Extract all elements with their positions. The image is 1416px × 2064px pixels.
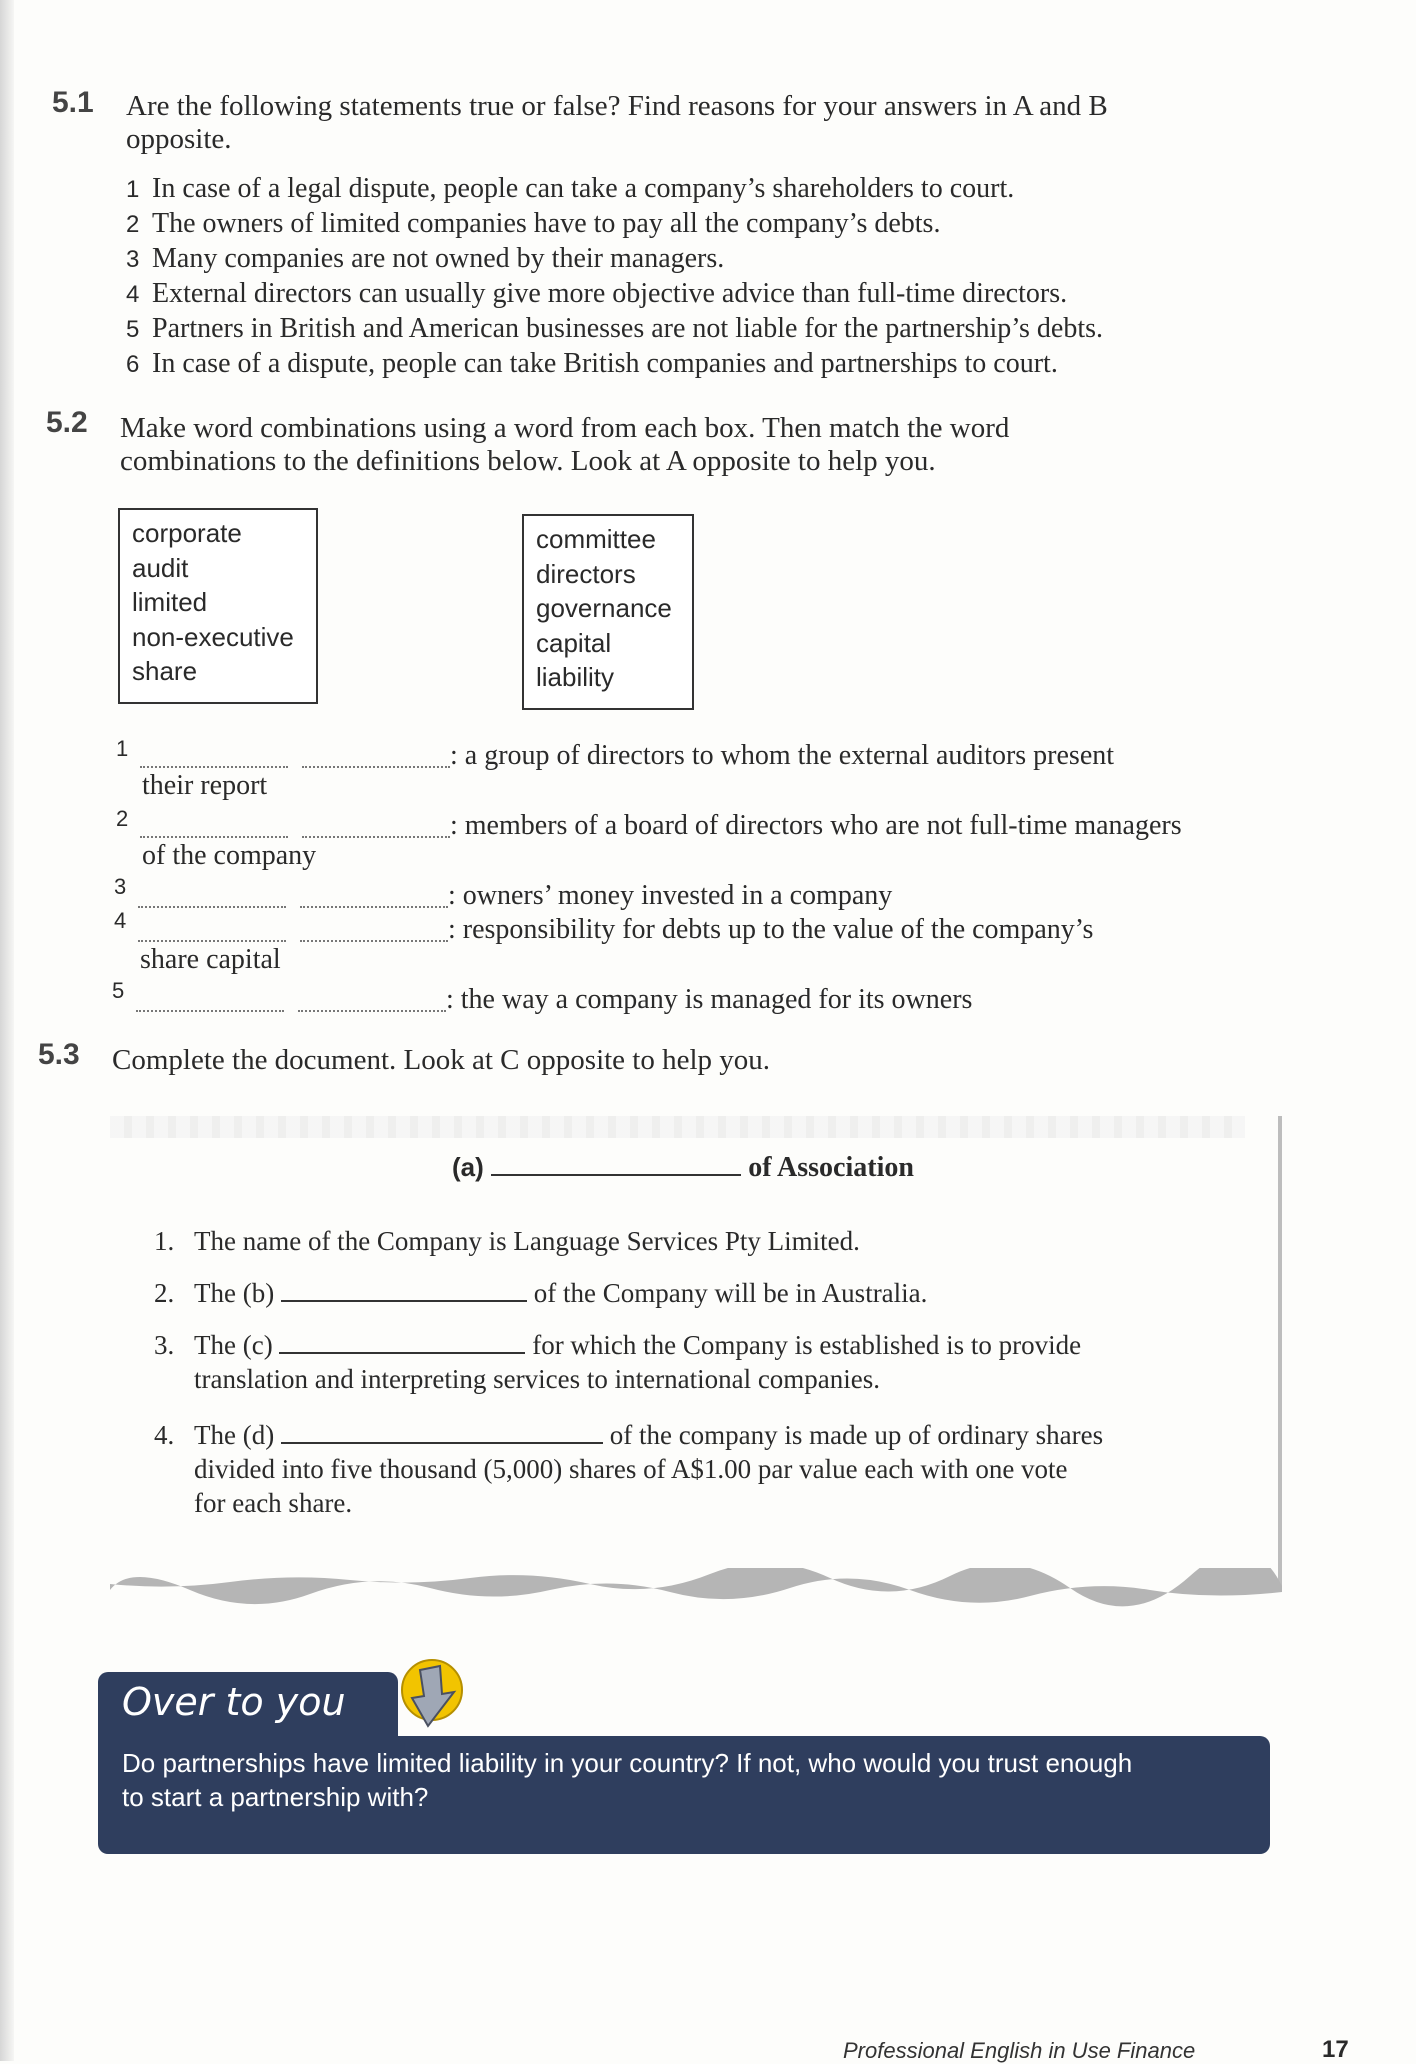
over-to-you-line: Do partnerships have limited liability in your country? If not, who would you trust enough xyxy=(122,1748,1133,1778)
answer-blank[interactable] xyxy=(138,922,286,942)
instruction-line: opposite. xyxy=(126,123,232,155)
item-text: The (d) xyxy=(194,1420,275,1450)
definition-row xyxy=(136,984,972,1016)
document-torn-bottom-edge xyxy=(110,1568,1282,1608)
page-binding-shadow xyxy=(0,0,14,2061)
answer-blank[interactable] xyxy=(138,888,286,908)
definition-number: 1 xyxy=(116,736,129,761)
definition-text: : owners’ money invested in a company xyxy=(448,880,893,911)
document-title xyxy=(452,1150,914,1185)
statement-text: In case of a dispute, people can take British companies and partnerships to court. xyxy=(152,348,1058,379)
statement-number: 4 xyxy=(126,281,140,308)
answer-blank[interactable] xyxy=(136,992,284,1012)
word-item: audit xyxy=(132,552,189,583)
definition-continuation: of the company xyxy=(142,840,317,871)
item-number: 1. xyxy=(154,1226,175,1256)
definition-text: : responsibility for debts up to the value of the company’s xyxy=(448,914,1094,945)
exercise-5-3-number: 5.3 xyxy=(38,1038,80,1071)
item-text: The (b) xyxy=(194,1278,275,1308)
word-box-right xyxy=(522,514,694,710)
word-item: corporate xyxy=(132,518,242,548)
item-text-continuation: for each share. xyxy=(194,1488,353,1518)
instruction-line: Are the following statements true or false? Find reasons for your answers in A and B xyxy=(126,90,1108,122)
answer-blank[interactable] xyxy=(300,888,448,908)
statement-item xyxy=(126,172,1103,207)
word-item: directors xyxy=(536,558,636,589)
definition-row xyxy=(140,810,1182,842)
answer-blank-b[interactable] xyxy=(281,1300,527,1302)
answer-blank-c[interactable] xyxy=(279,1352,525,1354)
statement-text: In case of a legal dispute, people can take a company’s shareholders to court. xyxy=(152,173,1015,204)
answer-blank-d[interactable] xyxy=(281,1442,603,1444)
item-text: The name of the Company is Language Services Pty Limited. xyxy=(194,1226,860,1256)
exercise-5-1-statements xyxy=(126,172,1103,382)
answer-blank[interactable] xyxy=(140,748,288,768)
statement-item xyxy=(126,242,1103,277)
answer-blank[interactable] xyxy=(298,992,446,1012)
definition-row xyxy=(140,740,1114,772)
item-number: 4. xyxy=(154,1420,175,1450)
item-text-continuation: divided into five thousand (5,000) shares of A$1.00 par value each with one vote xyxy=(194,1454,1068,1484)
statement-text: Many companies are not owned by their managers. xyxy=(152,243,725,274)
statement-text: Partners in British and American businesses are not liable for the partnership’s debts. xyxy=(152,313,1104,344)
document-title-prefix: (a) xyxy=(452,1152,484,1182)
word-item: non-executive xyxy=(132,621,294,652)
answer-blank[interactable] xyxy=(302,818,450,838)
item-number: 3. xyxy=(154,1330,175,1360)
definition-number: 3 xyxy=(114,874,127,899)
statement-item xyxy=(126,347,1103,382)
definition-number: 2 xyxy=(116,806,129,831)
statement-item xyxy=(126,207,1103,242)
statement-text: The owners of limited companies have to pay all the company’s debts. xyxy=(152,208,941,239)
word-item: liability xyxy=(536,662,615,692)
word-item: committee xyxy=(536,524,656,554)
statement-number: 3 xyxy=(126,246,140,273)
instruction-line: combinations to the definitions below. Look at A opposite to help you. xyxy=(120,445,936,477)
definition-row xyxy=(138,880,892,912)
word-item: limited xyxy=(132,587,208,617)
item-text: The (c) xyxy=(194,1330,273,1360)
definition-continuation: share capital xyxy=(140,944,281,975)
definition-number: 5 xyxy=(112,978,125,1003)
answer-blank[interactable] xyxy=(140,818,288,838)
definition-text: : members of a board of directors who are not full-time managers xyxy=(450,810,1182,841)
document-item-2 xyxy=(154,1276,927,1310)
item-text: of the company is made up of ordinary shares xyxy=(609,1420,1104,1450)
document-title-suffix: of Association xyxy=(748,1152,914,1183)
exercise-5-2-number: 5.2 xyxy=(46,406,88,439)
exercise-5-2-instruction xyxy=(120,412,1009,478)
statement-number: 2 xyxy=(126,211,140,238)
statement-number: 1 xyxy=(126,176,140,203)
statement-item xyxy=(126,312,1103,347)
answer-blank[interactable] xyxy=(300,922,448,942)
exercise-5-1-instruction xyxy=(126,90,1108,156)
instruction-line: Make word combinations using a word from each box. Then match the word xyxy=(120,412,1010,444)
statement-item xyxy=(126,277,1103,312)
definition-number: 4 xyxy=(114,908,127,933)
item-text-continuation: translation and interpreting services to international companies. xyxy=(194,1364,881,1394)
word-item: governance xyxy=(536,593,672,623)
over-to-you-heading: Over to you xyxy=(122,1680,346,1724)
answer-blank-a[interactable] xyxy=(491,1174,741,1176)
document-item-4 xyxy=(154,1418,1103,1520)
over-to-you-line: to start a partnership with? xyxy=(122,1782,429,1812)
document-item-1 xyxy=(154,1224,860,1258)
answer-blank[interactable] xyxy=(302,748,450,768)
exercise-5-3-instruction: Complete the document. Look at C opposite to help you. xyxy=(112,1044,771,1076)
definition-row xyxy=(138,914,1093,946)
definition-text: : the way a company is managed for its owners xyxy=(446,984,973,1015)
statement-number: 5 xyxy=(126,316,140,343)
word-item: capital xyxy=(536,627,612,658)
page-number: 17 xyxy=(1322,2036,1349,2063)
definition-continuation: their report xyxy=(142,770,268,801)
word-item: share xyxy=(132,656,198,686)
item-text: of the Company will be in Australia. xyxy=(533,1278,928,1308)
exercise-5-1-number: 5.1 xyxy=(52,86,94,119)
word-box-left xyxy=(118,508,318,704)
book-title-footer: Professional English in Use Finance xyxy=(843,2038,1196,2063)
arrow-down-icon xyxy=(392,1656,468,1732)
document-item-3 xyxy=(154,1328,1081,1396)
statement-number: 6 xyxy=(126,351,140,378)
over-to-you-text xyxy=(122,1746,1242,1814)
statement-text: External directors can usually give more objective advice than full-time directors. xyxy=(152,278,1068,309)
definition-text: : a group of directors to whom the external auditors present xyxy=(450,740,1115,771)
item-text: for which the Company is established is to provide xyxy=(532,1330,1082,1360)
item-number: 2. xyxy=(154,1278,175,1308)
